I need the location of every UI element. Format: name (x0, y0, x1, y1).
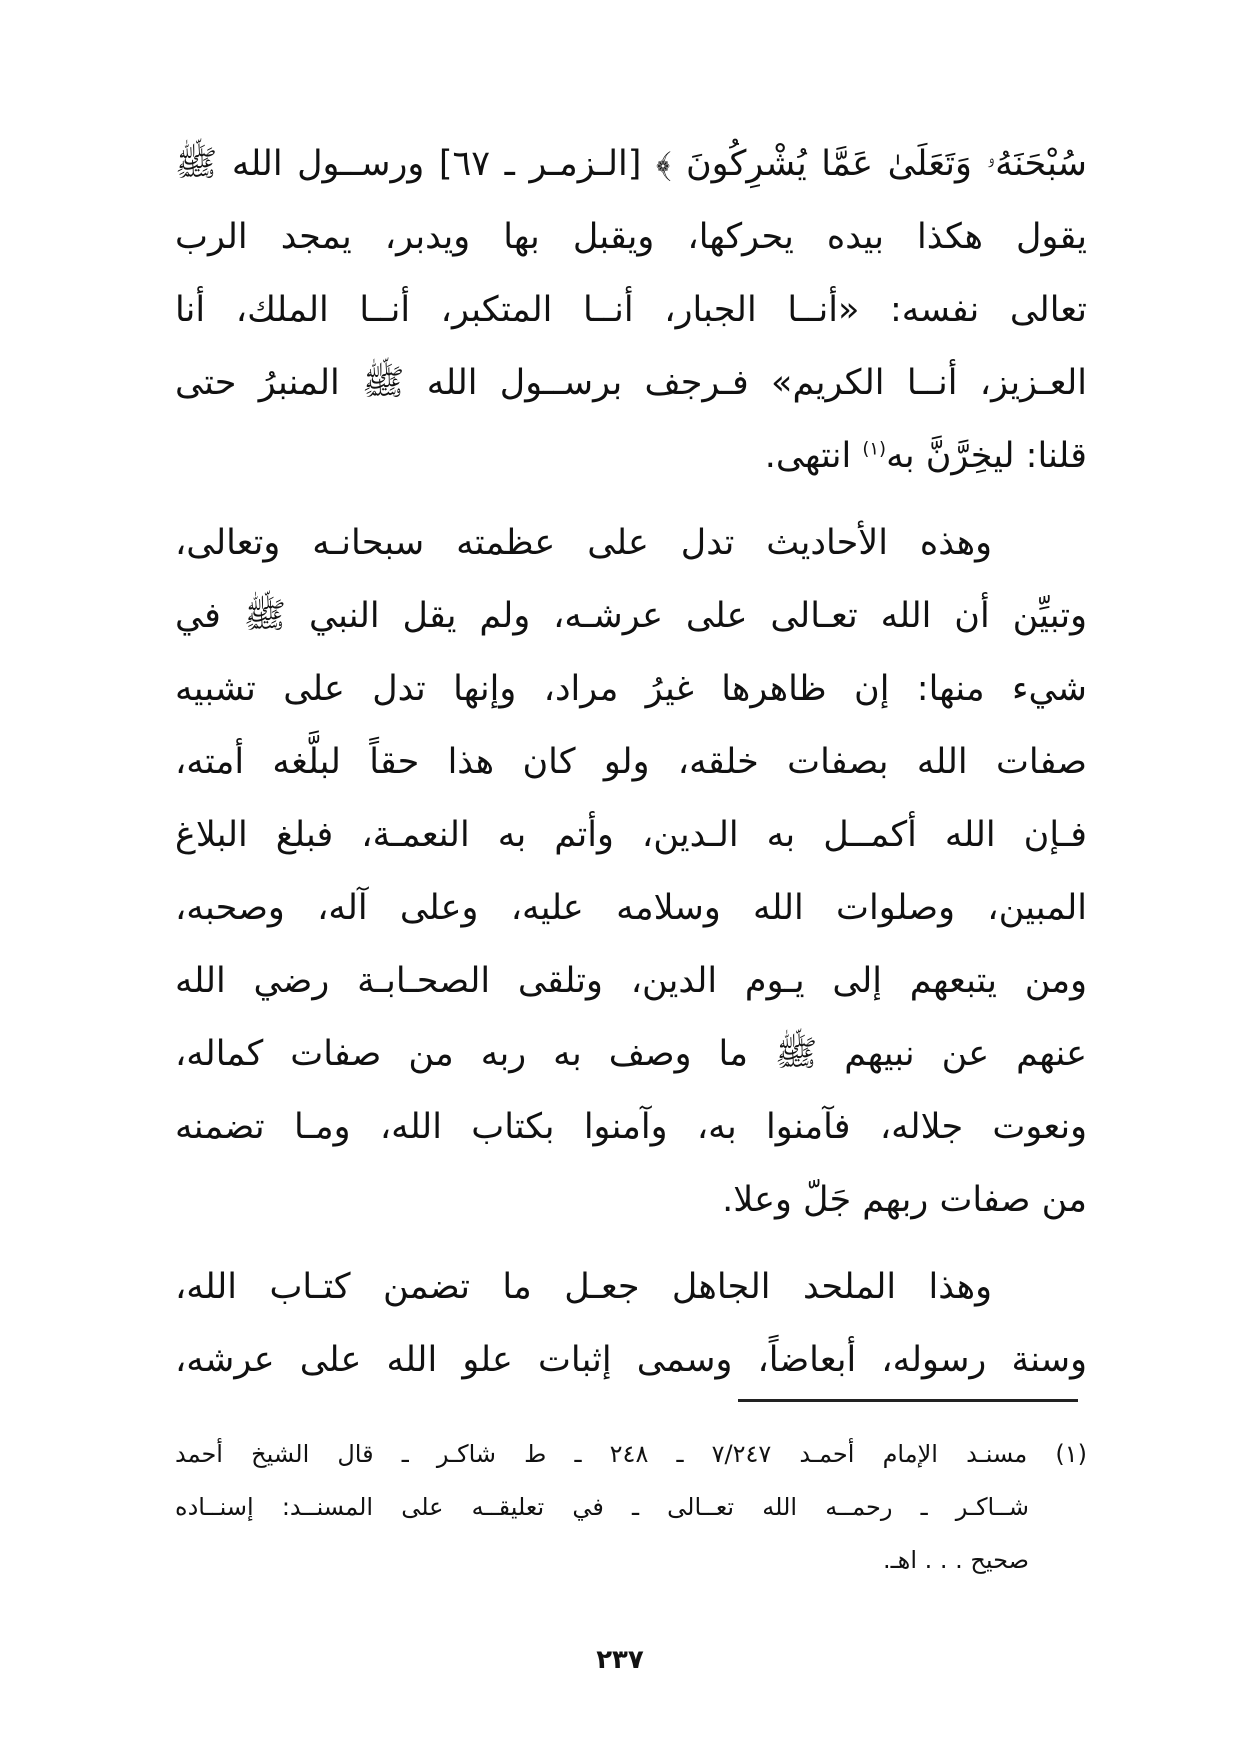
text-line: ونعوت جلاله، فآمنوا به، وآمنوا بكتاب الله، ومـا تضمنه (175, 1107, 1087, 1147)
footnote-line: شــاكـر ـ رحمــه الله تعــالى ـ في تعليقــه على المسنــد: إسنــاده (175, 1493, 1029, 1521)
paragraph-1 (175, 128, 1087, 493)
text-line: تعالى نفسه: «أنــا الجبار، أنــا المتكبر، أنــا الملك، أنا (175, 290, 1087, 330)
text-line: وهذه الأحاديث تدل على عظمته سبحانـه وتعالى، (175, 523, 992, 563)
text-line: العـزيز، أنــا الكريم» فـرجف برســول الله ﷺ المنبرُ حتى (175, 363, 1087, 403)
paragraph-gap (175, 1237, 1087, 1251)
footnote-line: صحيح . . . اهـ. (883, 1546, 1029, 1574)
paragraph-2 (175, 507, 1087, 1237)
text-line: ومن يتبعهم إلى يـوم الدين، وتلقى الصحـابـة رضي الله (175, 961, 1087, 1001)
text-before-note: قلنا: ليخِرَّنَّ به (886, 436, 1087, 476)
page-number: ٢٣٧ (596, 1645, 644, 1675)
footnote-line: (١) مسنـد الإمام أحمـد ٧/٢٤٧ ـ ٢٤٨ ـ ط شاكـر ـ قال الشيخ أحمد (175, 1440, 1087, 1468)
text-line: من صفات ربهم جَلّ وعلا. (722, 1180, 1087, 1220)
text-line: عنهم عن نبيهم ﷺ ما وصف به ربه من صفات كماله، (175, 1034, 1087, 1074)
main-text (175, 128, 1087, 1397)
paragraph-3 (175, 1251, 1087, 1397)
text-line: وسنة رسوله، أبعاضاً، وسمى إثبات علو الله على عرشه، (175, 1340, 1087, 1380)
text-line: فـإن الله أكمــل به الـدين، وأتم به النعمـة، فبلغ البلاغ (175, 815, 1087, 855)
text-after-note: انتهى. (764, 436, 863, 476)
text-line: المبين، وصلوات الله وسلامه عليه، وعلى آله، وصحبه، (175, 888, 1087, 928)
footnote-reference: (١) (862, 438, 887, 460)
text-line (175, 420, 1087, 493)
footnote (175, 1428, 1087, 1587)
text-line: يقول هكذا بيده يحركها، ويقبل بها ويدبر، يمجد الرب (175, 217, 1087, 257)
text-line: صفات الله بصفات خلقه، ولو كان هذا حقاً لبلَّغه أمته، (175, 742, 1087, 782)
text-line: وتبيِّن أن الله تعـالى على عرشـه، ولم يقل النبي ﷺ في (175, 596, 1087, 636)
text-line: شيء منها: إن ظاهرها غيرُ مراد، وإنها تدل على تشبيه (175, 669, 1087, 709)
footnote-separator (738, 1399, 1078, 1402)
paragraph-gap (175, 493, 1087, 507)
text-line: وهذا الملحد الجاهل جعـل ما تضمن كتـاب الله، (175, 1267, 992, 1307)
text-line: سُبْحَنَهُۥ وَتَعَلَىٰ عَمَّا يُشْرِكُونَ ﴾ [الـزمـر ـ ٦٧] ورســول الله ﷺ (175, 144, 1087, 184)
